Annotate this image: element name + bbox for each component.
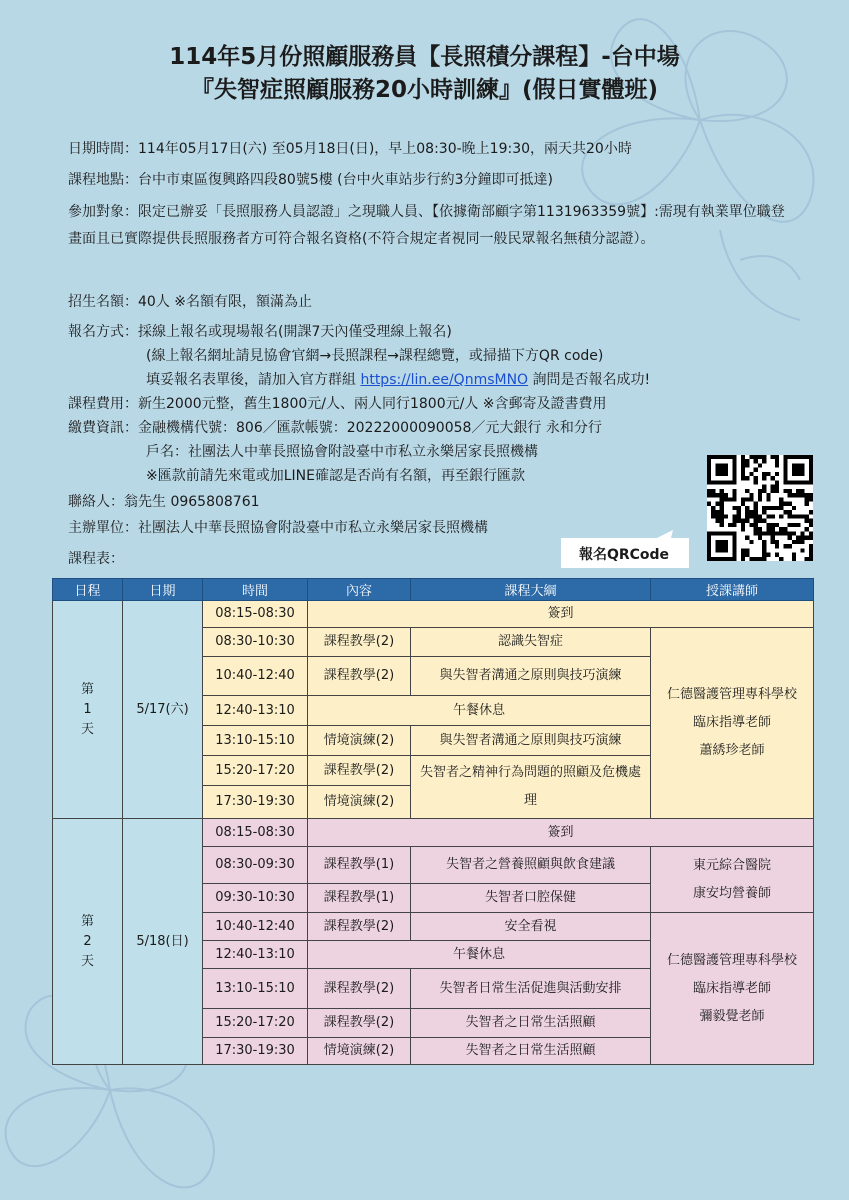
location-row (68, 168, 798, 192)
schedule-label: 課程表： (68, 551, 124, 567)
header-content: 內容 (308, 579, 411, 601)
time-cell: 10:40-12:40 (203, 657, 308, 696)
time-cell: 17:30-19:30 (203, 786, 308, 819)
topic-cell: 失智者口腔保健 (411, 884, 651, 913)
type-cell: 課程教學(2) (308, 657, 411, 696)
topic-cell: 失智者日常生活促進與活動安排 (411, 969, 651, 1009)
header-date: 日期 (123, 579, 203, 601)
header-day: 日程 (53, 579, 123, 601)
quota-value: 40人 ※名額有限，額滿為止 (138, 294, 312, 310)
header-outline: 課程大綱 (411, 579, 651, 601)
topic-cell: 失智者之營養照顧與飲食建議 (411, 847, 651, 884)
line-group-link[interactable]: https://lin.ee/QnmsMNO (360, 372, 529, 388)
schedule-table (52, 578, 814, 1065)
fee-row (68, 392, 798, 416)
lunch-cell: 午餐休息 (308, 941, 651, 969)
signup-line-3-pre: 填妥報名表單後，請加入官方群組 (146, 372, 361, 388)
signup-qr-code[interactable] (707, 455, 813, 561)
page-subtitle: 『失智症照顧服務20小時訓練』(假日實體班) (190, 77, 659, 103)
time-cell: 08:15-08:30 (203, 819, 308, 847)
page-title: 114年5月份照顧服務員【長照積分課程】-台中場 (169, 44, 680, 70)
payment-value: 金融機構代號：806／匯款帳號：20222000090058／元大銀行 永和分行 (138, 420, 602, 436)
table-row (53, 601, 814, 628)
date-row (68, 137, 798, 161)
topic-cell: 與失智者溝通之原則與技巧演練 (411, 726, 651, 756)
organizer-value: 社團法人中華長照協會附設臺中市私立永樂居家長照機構 (138, 520, 488, 536)
time-cell: 17:30-19:30 (203, 1038, 308, 1065)
payment-line-2: 戶名：社團法人中華長照協會附設臺中市私立永樂居家長照機構 (146, 444, 538, 460)
signup-label: 報名方式： (68, 324, 138, 340)
time-cell: 15:20-17:20 (203, 756, 308, 786)
qr-label: 報名QRCode (578, 547, 670, 563)
time-cell: 15:20-17:20 (203, 1009, 308, 1038)
payment-row (68, 416, 798, 488)
fee-label: 課程費用： (68, 396, 138, 412)
day1-date: 5/17(六) (123, 601, 203, 819)
time-cell: 12:40-13:10 (203, 941, 308, 969)
date-label: 日期時間： (68, 141, 138, 157)
signup-value: 採線上報名或現場報名(開課7天內僅受理線上報名) (138, 324, 452, 340)
instructor-line: 仁德醫護管理專科學校 (666, 687, 797, 702)
topic-cell: 安全看視 (411, 913, 651, 941)
checkin-cell: 簽到 (308, 819, 814, 847)
contact-value: 翁先生 0965808761 (124, 494, 260, 510)
topic-cell: 失智者之日常生活照顧 (411, 1009, 651, 1038)
instructor-line: 臨床指導老師 (692, 715, 771, 730)
type-cell: 情境演練(2) (308, 786, 411, 819)
audience-value: 限定已辦妥「長照服務人員認證」之現職人員、【依據衛部顧字第1131963359號】:需現有執業單位職登畫面且已實際提供長照服務者方可符合報名資格(不符合規定者視同一般民眾報名無積分認證）。 (68, 204, 785, 247)
contact-label: 聯絡人： (68, 494, 124, 510)
type-cell: 課程教學(2) (308, 756, 411, 786)
day1-label: 第 1 天 (53, 601, 123, 819)
type-cell: 課程教學(2) (308, 913, 411, 941)
type-cell: 情境演練(2) (308, 726, 411, 756)
day2-instructor-a (651, 847, 814, 913)
header-time: 時間 (203, 579, 308, 601)
topic-cell: 失智者之精神行為問題的照顧及危機處理 (411, 756, 651, 819)
signup-line-2: (線上報名網址請見協會官網→長照課程→課程總覽，或掃描下方QR code) (146, 348, 604, 364)
fee-value: 新生2000元整，舊生1800元/人、兩人同行1800元/人 ※含郵寄及證書費用 (138, 396, 607, 412)
signup-line-3-post: 詢問是否報名成功! (528, 372, 651, 388)
payment-label: 繳費資訊： (68, 420, 138, 436)
topic-cell: 失智者之日常生活照顧 (411, 1038, 651, 1065)
time-cell: 09:30-10:30 (203, 884, 308, 913)
time-cell: 13:10-15:10 (203, 726, 308, 756)
day2-date: 5/18(日) (123, 819, 203, 1065)
quota-label: 招生名額： (68, 294, 138, 310)
organizer-label: 主辦單位： (68, 520, 138, 536)
time-cell: 08:30-10:30 (203, 628, 308, 657)
contact-row (68, 490, 798, 514)
day2-label: 第 2 天 (53, 819, 123, 1065)
time-cell: 13:10-15:10 (203, 969, 308, 1009)
signup-row (68, 320, 798, 392)
instructor-line: 仁德醫護管理專科學校 (666, 952, 797, 968)
checkin-cell: 簽到 (308, 601, 814, 628)
location-label: 課程地點： (68, 172, 138, 188)
table-header-row (53, 579, 814, 601)
lunch-cell: 午餐休息 (308, 696, 651, 726)
location-value: 台中市東區復興路四段80號5樓 (台中火車站步行約3分鐘即可抵達) (138, 172, 554, 188)
time-cell: 12:40-13:10 (203, 696, 308, 726)
type-cell: 課程教學(1) (308, 884, 411, 913)
time-cell: 10:40-12:40 (203, 913, 308, 941)
instructor-line: 康安均營養師 (692, 885, 771, 901)
instructor-line: 臨床指導老師 (692, 980, 771, 996)
day2-instructor-b (651, 913, 814, 1065)
audience-label: 參加對象： (68, 204, 138, 220)
type-cell: 課程教學(2) (308, 969, 411, 1009)
instructor-line: 彌毅覺老師 (699, 1008, 765, 1024)
payment-line-3: ※匯款前請先來電或加LINE確認是否尚有名額，再至銀行匯款 (146, 468, 525, 484)
date-value: 114年05月17日(六) 至05月18日(日)，早上08:30-晚上19:30，兩天共20小時 (138, 141, 632, 157)
header-instructor: 授課講師 (651, 579, 814, 601)
instructor-line: 蕭綉珍老師 (699, 743, 765, 758)
type-cell: 情境演練(2) (308, 1038, 411, 1065)
topic-cell: 認識失智症 (411, 628, 651, 657)
table-row (53, 819, 814, 847)
signup-line-3 (68, 368, 798, 392)
instructor-line: 東元綜合醫院 (692, 857, 771, 873)
day1-instructor (651, 628, 814, 819)
topic-cell: 與失智者溝通之原則與技巧演練 (411, 657, 651, 696)
time-cell: 08:15-08:30 (203, 601, 308, 628)
type-cell: 課程教學(1) (308, 847, 411, 884)
audience-row (68, 199, 798, 253)
quota-row (68, 290, 798, 314)
type-cell: 課程教學(2) (308, 1009, 411, 1038)
time-cell: 08:30-09:30 (203, 847, 308, 884)
type-cell: 課程教學(2) (308, 628, 411, 657)
